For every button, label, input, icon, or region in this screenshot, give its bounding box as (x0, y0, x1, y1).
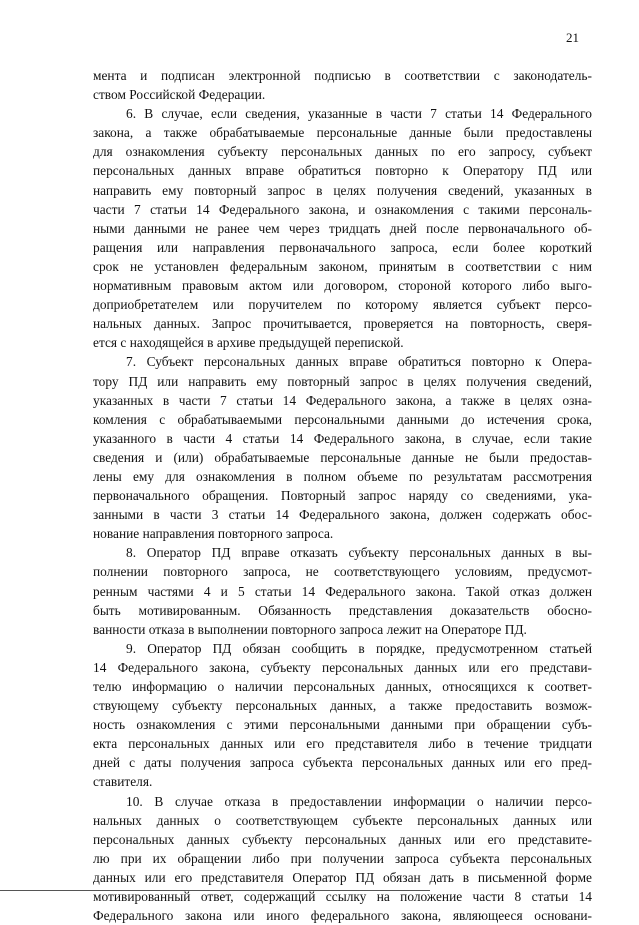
text-line: персональных данных вправе обратиться повторно к Оператору ПД или (93, 163, 592, 179)
text-line: мотивированный ответ, содержащий ссылку на положение части 8 статьи 14 (93, 889, 592, 905)
text-line: нормативным правовым актом или договором, стороной которого либо выго- (93, 278, 592, 294)
text-line: ставителя. (93, 774, 153, 790)
text-line: данных или его представителя Оператор ПД обязан дать в письменной форме (93, 869, 592, 885)
text-line: срок не установлен федеральным законом, принятым в соответствии с ним (93, 258, 592, 274)
text-line: сведения и (или) обрабатываемые персональные данные не были предостав- (93, 449, 592, 465)
footer-rule (0, 890, 430, 891)
paragraph (93, 543, 592, 638)
text-line: 6. В случае, если сведения, указанные в части 7 статьи 14 Федерального (126, 106, 592, 122)
text-line: тору ПД или направить ему повторный запрос в целях получения сведений, (93, 373, 592, 389)
text-line: полнении повторного запроса, не соответствующего условиям, предусмот- (93, 564, 592, 580)
document-text (93, 66, 592, 925)
text-line: персональных данных субъекту персональных данных или его представите- (93, 831, 592, 847)
text-line: ствующему субъекту персональных данных, а также предоставить возмож- (93, 698, 592, 714)
text-line: указанных в части 7 статьи 14 Федерального закона, а также в целях озна- (93, 392, 592, 408)
text-line: ется с находящейся в архиве предыдущей перепиской. (93, 335, 404, 351)
text-line: 14 Федерального закона, субъекту персональных данных или его представи- (93, 659, 592, 675)
text-line: ством Российской Федерации. (93, 87, 266, 103)
paragraph (93, 104, 592, 352)
text-line: для ознакомления субъекту персональных данных по его запросу, субъект (93, 144, 592, 160)
text-line: указанного в части 4 статьи 14 Федерального закона, в случае, если такие (93, 430, 592, 446)
text-line: доприобретателем или поручителем по которому является субъект персо- (93, 297, 592, 313)
text-line: ванности отказа в выполнении повторного запроса лежит на Операторе ПД. (93, 621, 527, 637)
text-line: нование направления повторного запроса. (93, 526, 334, 542)
text-line: екта персональных данных или его представителя либо в течение тридцати (93, 736, 592, 752)
text-line: нальных данных. Запрос прочитывается, проверяется на повторность, сверя- (93, 316, 592, 332)
text-line: ращения или направления первоначального запроса, если более короткий (93, 239, 592, 255)
text-line: 9. Оператор ПД обязан сообщить в порядке, предусмотренном статьей (126, 640, 592, 656)
text-line: мента и подписан электронной подписью в соответствии с законодатель- (93, 68, 592, 83)
text-line: ренным частями 4 и 5 статьи 14 Федерального закона. Такой отказ должен (93, 583, 592, 599)
text-line: телю информацию о наличии персональных данных, относящихся к соответ- (93, 679, 592, 694)
text-line: Федерального закона или иного федерального закона, являющееся основани- (93, 908, 592, 924)
text-line: быть мотивированным. Обязанность представления доказательств обосно- (93, 602, 592, 618)
text-line: комления с обрабатываемыми персональными данными до истечения срока, (93, 411, 592, 427)
text-line: 7. Субъект персональных данных вправе обратиться повторно к Опера- (126, 354, 592, 370)
text-line: ность ознакомления с этими персональными данными при обращении субъ- (93, 717, 592, 733)
text-line: занными в части 3 статьи 14 Федерального закона, должен содержать обос- (93, 507, 592, 523)
paragraph (93, 639, 592, 792)
text-line: лю при их обращении либо при получении запроса субъекта персональных (93, 850, 592, 866)
paragraph (93, 66, 592, 104)
page-number: 21 (566, 30, 579, 45)
text-line: 8. Оператор ПД вправе отказать субъекту персональных данных в вы- (126, 545, 592, 561)
text-line: 10. В случае отказа в предоставлении информации о наличии персо- (126, 793, 592, 809)
text-line: первоначального обращения. Повторный запрос наряду со сведениями, ука- (93, 488, 592, 504)
text-line: лены ему для ознакомления в полном объеме по результатам рассмотрения (93, 468, 592, 484)
text-line: части 7 статьи 14 Федерального закона, и ознакомления с такими персональ- (93, 201, 592, 217)
text-line: закона, а также обрабатываемые персональные данные были предоставлены (93, 125, 592, 141)
text-line: направить ему повторный запрос в целях получения сведений, указанных в (93, 182, 592, 198)
paragraph (93, 352, 592, 543)
text-line: дней с даты получения запроса субъекта персональных данных или его пред- (93, 755, 592, 771)
paragraph (93, 792, 592, 925)
text-line: нальных данных о соответствующем субъекте персональных данных или (93, 812, 592, 828)
text-line: ными данными не ранее чем через тридцать дней после первоначального об- (93, 220, 592, 236)
